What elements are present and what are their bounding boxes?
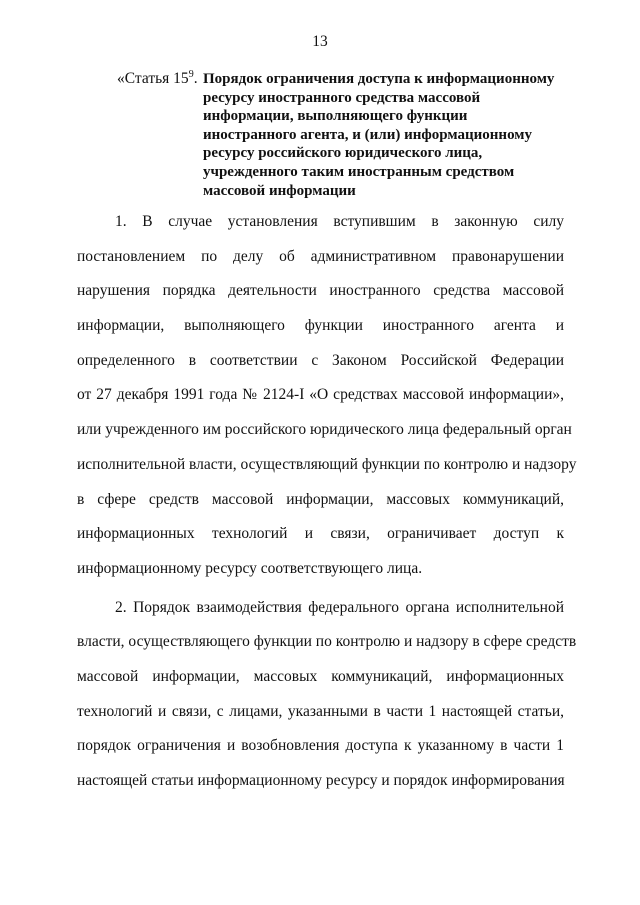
article-title-line: информации, выполняющего функции [203,108,468,125]
article-label [117,70,198,88]
article-body [77,205,577,799]
paragraph-line: нарушения порядка деятельности иностранного средства массовой [77,282,564,300]
article-title-line: массовой информации [203,182,356,199]
paragraph-line: от 27 декабря 1991 года № 2124-I «О средствах массовой информации», [77,386,564,404]
paragraph-line: власти, осуществляющего функции по контролю и надзору в сфере средств [77,633,577,651]
page-number: 13 [312,33,328,50]
article-title-line: иностранного агента, и (или) информационному [203,126,533,143]
paragraph-line: в сфере средств массовой информации, массовых коммуникаций, [77,490,564,508]
article-title-line: учрежденного таким иностранным средством [203,163,515,180]
paragraph-line: массовой информации, массовых коммуникаций, информационных [77,667,564,685]
paragraph-line: или учрежденного им российского юридического лица федеральный орган [77,421,572,439]
paragraph-line: информации, выполняющего функции иностранного агента и [77,317,564,335]
paragraph-line: порядок ограничения и возобновления доступа к указанному в части 1 [77,737,564,755]
article-label-tail: . [193,70,198,87]
paragraph-line: 1. В случае установления вступившим в законную силу [115,213,564,230]
paragraph-line: исполнительной власти, осуществляющий функции по контролю и надзору [77,455,577,473]
article-title-line: ресурсу российского юридического лица, [203,145,483,162]
paragraph-line: постановлением по делу об административном правонарушении [77,247,564,265]
paragraph-line: информационному ресурсу соответствующего лица. [77,559,423,577]
paragraph-1 [77,205,577,587]
article-title-line: Порядок ограничения доступа к информационному [203,71,555,87]
paragraph-line: информационных технологий и связи, ограничивает доступ к [77,525,564,543]
article-label-superscript: 9 [188,68,194,80]
paragraph-line: определенного в соответствии с Законом Российской Федерации [77,351,564,369]
article-title [203,70,583,200]
paragraph-line: технологий и связи, с лицами, указанными в части 1 настоящей статьи, [77,702,564,720]
article-label-text: «Статья 15 [117,70,189,87]
paragraph-line: 2. Порядок взаимодействия федерального органа исполнительной [115,598,564,616]
paragraph-2 [77,591,577,799]
article-title-line: ресурсу иностранного средства массовой [203,89,481,106]
paragraph-line: настоящей статьи информационному ресурсу и порядок информирования [77,772,565,789]
